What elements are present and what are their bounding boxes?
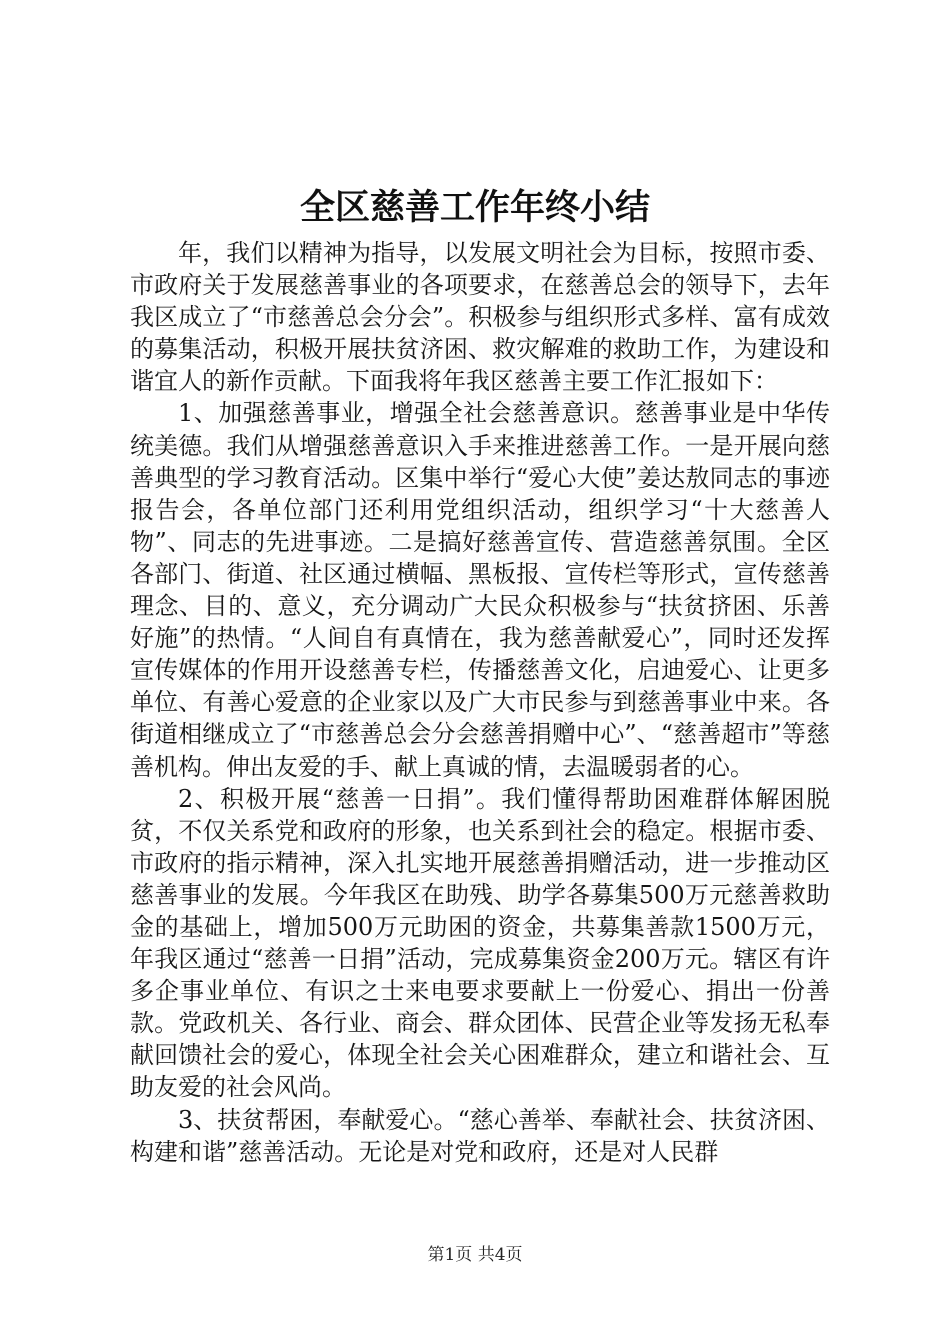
paragraph-section-2: 2、积极开展“慈善一日捐”。我们懂得帮助困难群体解困脱贫，不仅关系党和政府的形象，也关系到社会的稳定。根据市委、市政府的指示精神，深入扎实地开展慈善捐赠活动，进一步推动区慈善事业的发展。今年我区在助残、助学各募集500万元慈善救助金的基础上，增加500万元助困的资金，共募集善款1500万元，年我区通过“慈善一日捐”活动，完成募集资金200万元。辖区有许多企事业单位、有识之士来电要求要献上一份爱心、捐出一份善款。党政机关、各行业、商会、群众团体、民营企业等发扬无私奉献回馈社会的爱心，体现全社会关心困难群众，建立和谐社会、互助友爱的社会风尚。 — [130, 784, 830, 1102]
document-body — [130, 237, 830, 1168]
paragraph-section-3: 3、扶贫帮困，奉献爱心。“慈心善举、奉献社会、扶贫济困、构建和谐”慈善活动。无论是对党和政府，还是对人民群 — [130, 1105, 830, 1166]
paragraph-section-1: 1、加强慈善事业，增强全社会慈善意识。慈善事业是中华传统美德。我们从增强慈善意识入手来推进慈善工作。一是开展向慈善典型的学习教育活动。区集中举行“爱心大使”姜达敖同志的事迹报告会，各单位部门还利用党组织活动，组织学习“十大慈善人物”、同志的先进事迹。二是搞好慈善宣传、营造慈善氛围。全区各部门、街道、社区通过横幅、黑板报、宣传栏等形式，宣传慈善理念、目的、意义，充分调动广大民众积极参与“扶贫挤困、乐善好施”的热情。“人间自有真情在，我为慈善献爱心”，同时还发挥宣传媒体的作用开设慈善专栏，传播慈善文化，启迪爱心、让更多单位、有善心爱意的企业家以及广大市民参与到慈善事业中来。各街道相继成立了“市慈善总会分会慈善捐赠中心”、“慈善超市”等慈善机构。伸出友爱的手、献上真诚的情，去温暖弱者的心。 — [130, 399, 830, 781]
paragraph-intro: 年，我们以精神为指导，以发展文明社会为目标，按照市委、市政府关于发展慈善事业的各项要求，在慈善总会的领导下，去年我区成立了“市慈善总会分会”。积极参与组织形式多样、富有成效的募集活动，积极开展扶贫济困、救灾解难的救助工作，为建设和谐宜人的新作贡献。下面我将年我区慈善主要工作汇报如下： — [130, 239, 830, 396]
page-number-footer: 第1页 共4页 — [427, 1245, 523, 1265]
document-title: 全区慈善工作年终小结 — [299, 187, 650, 228]
